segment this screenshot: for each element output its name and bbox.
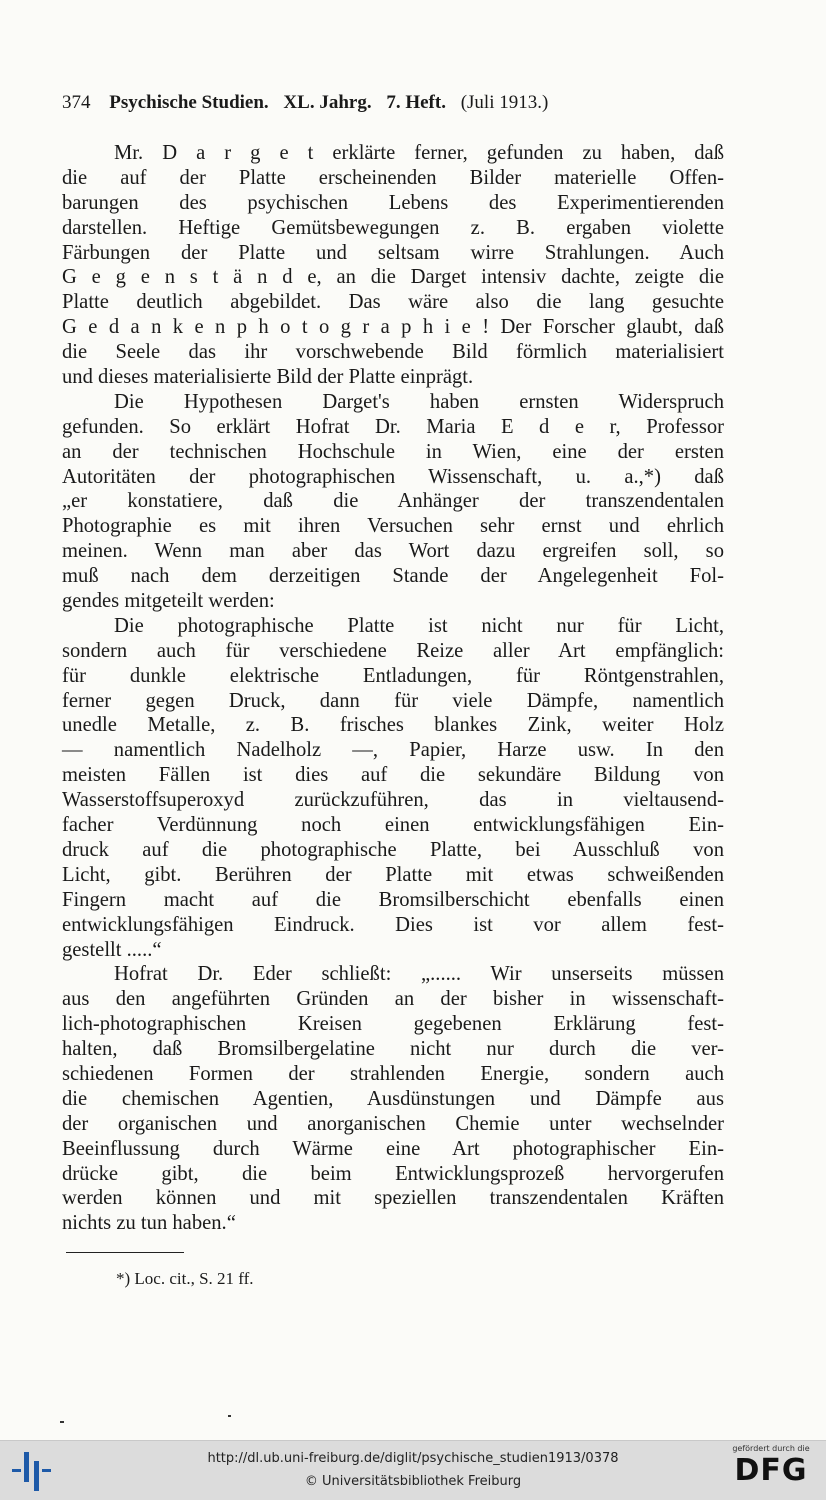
text-line: G e d a n k e n p h o t o g r a p h i e ! Der Forscher glaubt, daß [62, 316, 724, 339]
text-line: Photographie es mit ihren Versuchen sehr ernst und ehrlich [62, 515, 724, 538]
text-line: „er konstatiere, daß die Anhänger der transzendentalen [62, 490, 724, 513]
journal-date: (Juli 1913.) [460, 92, 549, 113]
text-line: drücke gibt, die beim Entwicklungsprozeß hervorgerufen [62, 1162, 724, 1185]
text-line: sondern auch für verschiedene Reize aller Art empfänglich: [62, 639, 724, 662]
text-line: der organischen und anorganischen Chemie unter wechselnder [62, 1112, 724, 1135]
text-line: gestellt .....“ [62, 938, 162, 961]
text-line: die chemischen Agentien, Ausdünstungen und Dämpfe aus [62, 1087, 724, 1110]
text-line: die Seele das ihr vorschwebende Bild förmlich materialisiert [62, 341, 724, 364]
text-line: Platte deutlich abgebildet. Das wäre also die lang gesuchte [62, 291, 724, 314]
text-line: G e g e n s t ä n d e, an die Darget intensiv dachte, zeigte die [62, 266, 724, 289]
text-line: Beeinflussung durch Wärme eine Art photographischer Ein- [62, 1137, 724, 1160]
text-line: die auf der Platte erscheinenden Bilder materielle Offen- [62, 166, 724, 189]
text-line: Autoritäten der photographischen Wissenschaft, u. a.,*) daß [62, 465, 724, 488]
text-line: darstellen. Heftige Gemütsbewegungen z. B. ergaben violette [62, 216, 724, 239]
text-line: facher Verdünnung noch einen entwicklungsfähigen Ein- [62, 814, 724, 837]
dfg-logo-text: DFG [734, 1453, 808, 1488]
text-line: halten, daß Bromsilbergelatine nicht nur durch die ver- [62, 1038, 724, 1061]
text-line: Färbungen der Platte und seltsam wirre Strahlungen. Auch [62, 241, 724, 264]
text-line: Mr. D a r g e t erklärte ferner, gefunden zu haben, daß [114, 142, 724, 164]
text-line: schiedenen Formen der strahlenden Energie, sondern auch [62, 1062, 724, 1085]
text-line: Wasserstoffsuperoxyd zurückzuführen, das in vieltausend- [62, 789, 724, 812]
text-line: Fingern macht auf die Bromsilberschicht ebenfalls einen [62, 888, 724, 911]
copyright-text: © Universitätsbibliothek Freiburg [304, 1474, 522, 1489]
text-line: nichts zu tun haben.“ [62, 1212, 236, 1235]
text-line: und dieses materialisierte Bild der Platte einprägt. [62, 366, 474, 389]
text-line: druck auf die photographische Platte, bei Ausschluß von [62, 838, 724, 861]
journal-issue: 7. Heft. [386, 92, 446, 113]
page-mark [228, 1415, 231, 1417]
body-text [62, 141, 724, 1236]
journal-year: XL. Jahrg. [283, 92, 372, 113]
running-header [62, 92, 762, 114]
text-line: entwicklungsfähigen Eindruck. Dies ist vor allem fest- [62, 913, 724, 936]
text-line: unedle Metalle, z. B. frisches blankes Zink, weiter Holz [62, 714, 724, 737]
text-line: an der technischen Hochschule in Wien, eine der ersten [62, 440, 724, 463]
journal-title: Psychische Studien. [109, 92, 269, 113]
text-line: — namentlich Nadelholz —, Papier, Harze usw. In den [62, 739, 724, 762]
text-line: Die photographische Platte ist nicht nur für Licht, [114, 614, 724, 637]
text-line: ferner gegen Druck, dann für viele Dämpfe, namentlich [62, 689, 724, 712]
dfg-logo[interactable] [726, 1444, 816, 1498]
text-line: Licht, gibt. Berühren der Platte mit etwas schweißenden [62, 863, 724, 886]
text-line: Hofrat Dr. Eder schließt: „...... Wir unserseits müssen [114, 963, 724, 986]
text-line: für dunkle elektrische Entladungen, für Röntgenstrahlen, [62, 664, 724, 687]
footnote: *) Loc. cit., S. 21 ff. [116, 1269, 254, 1288]
text-line: gendes mitgeteilt werden: [62, 590, 275, 613]
page-number: 374 [62, 92, 91, 113]
text-line: gefunden. So erklärt Hofrat Dr. Maria E d e r, Professor [62, 415, 724, 438]
viewer-footer [0, 1440, 826, 1500]
text-line: meinen. Wenn man aber das Wort dazu ergreifen soll, so [62, 540, 724, 563]
sponsor-text: gefördert durch die [732, 1444, 810, 1453]
text-line: barungen des psychischen Lebens des Experimentierenden [62, 191, 724, 214]
text-line: meisten Fällen ist dies auf die sekundäre Bildung von [62, 764, 724, 787]
text-line: werden können und mit speziellen transzendentalen Kräften [62, 1187, 724, 1210]
text-line: lich-photographischen Kreisen gegebenen Erklärung fest- [62, 1013, 724, 1036]
text-line: aus den angeführten Gründen an der bisher in wissenschaft- [62, 988, 724, 1011]
text-line: muß nach dem derzeitigen Stande der Angelegenheit Fol- [62, 565, 724, 588]
footnote-rule [66, 1252, 184, 1253]
permalink-url[interactable]: http://dl.ub.uni-freiburg.de/diglit/psychische_studien1913/0378 [207, 1451, 619, 1466]
text-line: Die Hypothesen Darget's haben ernsten Widerspruch [114, 390, 724, 413]
page-mark [60, 1421, 64, 1423]
